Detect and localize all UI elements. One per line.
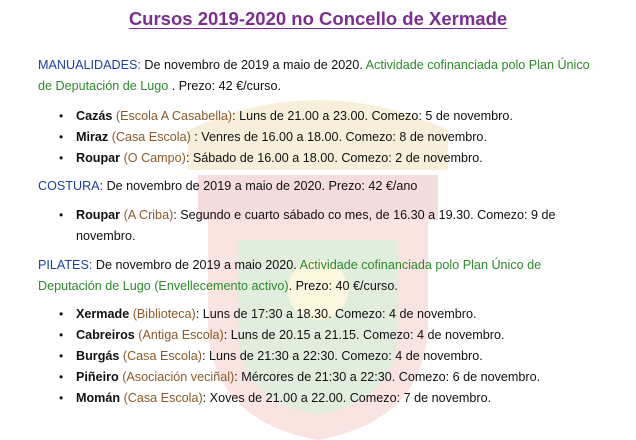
list-item — [38, 127, 598, 148]
bullet-icon: • — [59, 151, 64, 165]
bullet-icon: • — [59, 328, 64, 342]
pilates-list — [38, 304, 598, 409]
item-venue: (A Criba) — [120, 208, 174, 222]
list-item — [38, 304, 598, 325]
bullet-icon: • — [59, 307, 64, 321]
list-item — [38, 325, 598, 346]
item-venue: (Biblioteca) — [129, 307, 196, 321]
pilates-price: . Prezo: 40 €/curso. — [288, 279, 398, 293]
item-place: Piñeiro — [76, 370, 119, 384]
bullet-icon: • — [59, 130, 64, 144]
item-place: Momán — [76, 391, 121, 405]
costura-heading: COSTURA: — [38, 179, 104, 193]
list-item — [38, 148, 598, 169]
item-details: : Luns de 21:30 a 22:30. Comezo: 4 de novembro. — [201, 349, 483, 363]
costura-list — [38, 205, 598, 247]
item-details: : Mércores de 21:30 a 22:30. Comezo: 6 de novembro. — [234, 370, 541, 384]
bullet-icon: • — [59, 208, 64, 222]
manualidades-intro — [38, 55, 598, 97]
pilates-cofinanced: Actividade cofinanciada polo Plan Único de Deputación de Lugo (Envellecemento activo) — [38, 258, 542, 293]
item-venue: (Escola A Casabella) — [112, 109, 233, 123]
item-place: Burgás — [76, 349, 120, 363]
pilates-intro — [38, 255, 598, 297]
item-details: : Venres de 16.00 a 18.00. Comezo: 8 de novembro. — [190, 130, 487, 144]
item-venue: (Casa Escola) — [108, 130, 191, 144]
pilates-dates: De novembro de 2019 a maio 2020. — [92, 258, 300, 272]
item-place: Cazás — [76, 109, 113, 123]
list-item — [38, 346, 598, 367]
item-place: Roupar — [76, 151, 121, 165]
item-details: : Sábado de 16.00 a 18.00. Comezo: 2 de novembro. — [185, 151, 483, 165]
item-place: Xermade — [76, 307, 130, 321]
pilates-heading: PILATES: — [38, 258, 93, 272]
item-details: : Luns de 17:30 a 18.30. Comezo: 4 de novembro. — [195, 307, 477, 321]
item-details: : Segundo e cuarto sábado co mes, de 16.30 a 19.30. Comezo: 9 de novembro. — [76, 208, 556, 243]
item-venue: (Casa Escola) — [120, 391, 203, 405]
item-place: Cabreiros — [76, 328, 135, 342]
page-title: Cursos 2019-2020 no Concello de Xermade — [128, 8, 508, 29]
bullet-icon: • — [59, 370, 64, 384]
manualidades-cofinanced: Actividade cofinanciada polo Plan Único de Deputación de Lugo — [38, 58, 590, 93]
item-details: : Luns de 21.00 a 23.00. Comezo: 5 de novembro. — [232, 109, 513, 123]
item-venue: (Asociación veciñal) — [118, 370, 235, 384]
manualidades-dates: De novembro de 2019 a maio de 2020. — [140, 58, 366, 72]
list-item — [38, 388, 598, 409]
list-item — [38, 106, 598, 127]
manualidades-list — [38, 106, 598, 169]
item-venue: (Antiga Escola) — [134, 328, 224, 342]
manualidades-price: . Prezo: 42 €/curso. — [168, 79, 281, 93]
bullet-icon: • — [59, 349, 64, 363]
item-details: : Xoves de 21.00 a 22.00. Comezo: 7 de novembro. — [202, 391, 492, 405]
item-place: Miraz — [76, 130, 109, 144]
manualidades-heading: MANUALIDADES: — [38, 58, 141, 72]
bullet-icon: • — [59, 391, 64, 405]
item-place: Roupar — [76, 208, 121, 222]
list-item — [38, 205, 598, 247]
bullet-icon: • — [59, 109, 64, 123]
costura-dates: De novembro de 2019 a maio de 2020. Prezo: 42 €/ano — [103, 179, 418, 193]
list-item — [38, 367, 598, 388]
item-details: : Luns de 20.15 a 21.15. Comezo: 4 de novembro. — [223, 328, 505, 342]
costura-intro — [38, 176, 598, 197]
item-venue: (Casa Escola) — [119, 349, 202, 363]
item-venue: (O Campo) — [120, 151, 186, 165]
